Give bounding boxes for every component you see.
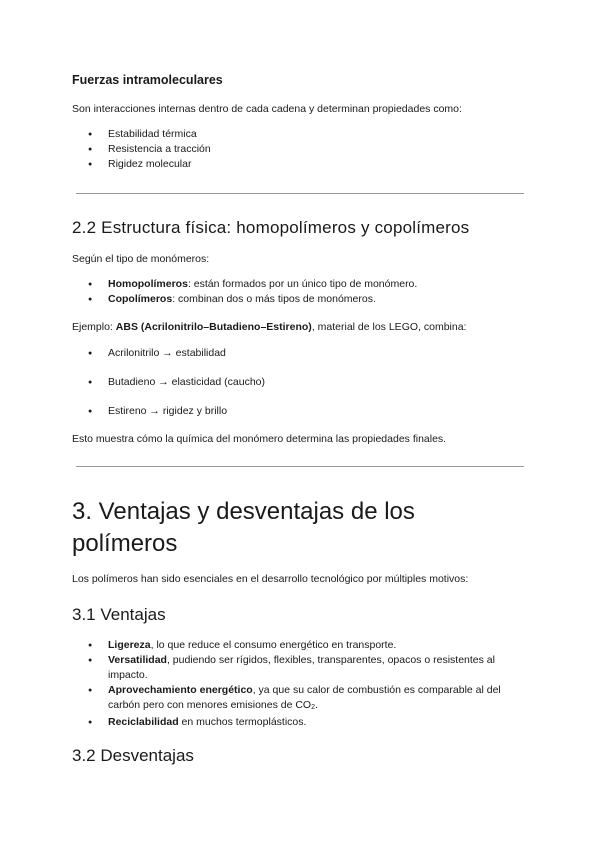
- abs-components-list: [72, 346, 528, 361]
- definition: : combinan dos o más tipos de monómeros.: [172, 293, 376, 305]
- section-3-2-heading: 3.2 Desventajas: [72, 746, 194, 765]
- term: Ligereza: [108, 639, 151, 651]
- intramolecular-intro: Son interacciones internas dentro de cada cadena y determinan propiedades como:: [72, 103, 462, 115]
- term: Reciclabilidad: [108, 716, 179, 728]
- example-suffix: , material de los LEGO, combina:: [311, 321, 467, 333]
- section-2-2-heading: 2.2 Estructura física: homopolímeros y copolímeros: [72, 218, 470, 237]
- term: Homopolímeros: [108, 278, 188, 290]
- list-item: ● Rigidez molecular: [72, 157, 528, 172]
- term: Copolímeros: [108, 293, 173, 305]
- list-item: [72, 292, 528, 307]
- list-item: [72, 715, 528, 730]
- definition: , lo que reduce el consumo energético en transporte.: [150, 639, 397, 651]
- definition: : están formados por un único tipo de monómero.: [187, 278, 418, 290]
- abs-example: [72, 320, 528, 334]
- list-item: ● Acrilonitrilo → estabilidad: [72, 346, 528, 361]
- term: Versatilidad: [108, 654, 167, 666]
- abs-components-list-2: [72, 375, 528, 390]
- list-item: ● Resistencia a tracción: [72, 142, 528, 157]
- section-2-2-conclusion: Esto muestra cómo la química del monómero determina las propiedades finales.: [72, 433, 447, 445]
- definition: en muchos termoplásticos.: [178, 716, 307, 728]
- abs-components-list-3: [72, 404, 528, 419]
- section-3-1-heading: 3.1 Ventajas: [72, 605, 166, 624]
- intramolecular-list: [72, 127, 528, 172]
- list-item: [72, 277, 528, 292]
- section-3-heading-line2: polímeros: [72, 530, 178, 557]
- term: Aprovechamiento energético: [108, 684, 253, 696]
- section-3-intro: Los polímeros han sido esenciales en el desarrollo tecnológico por múltiples motivos:: [72, 573, 469, 585]
- list-item: ● Estabilidad térmica: [72, 127, 528, 142]
- example-prefix: Ejemplo:: [72, 321, 116, 333]
- list-item: ● Butadieno → elasticidad (caucho): [72, 375, 528, 390]
- advantages-list: [72, 638, 528, 730]
- example-bold: ABS (Acrilonitrilo–Butadieno–Estireno): [115, 321, 312, 333]
- list-item: [72, 638, 528, 653]
- polymer-type-list: [72, 277, 528, 307]
- divider: [76, 193, 524, 194]
- divider: [76, 466, 524, 467]
- list-item: ● Estireno → rigidez y brillo: [72, 404, 528, 419]
- section-2-2-intro: Según el tipo de monómeros:: [72, 253, 210, 265]
- section-3-heading: [72, 496, 528, 560]
- list-item: [72, 653, 528, 683]
- definition: , pudiendo ser rígidos, flexibles, transparentes, opacos o resistentes al impacto.: [108, 654, 495, 681]
- section-3-heading-line1: 3. Ventajas y desventajas de los: [72, 498, 415, 525]
- definition: , ya que su calor de combustión es comparable al del carbón pero con menores emisiones de CO: [108, 684, 501, 711]
- definition-tail: .: [315, 699, 318, 711]
- subscript: 2: [311, 704, 316, 711]
- list-item: [72, 683, 528, 715]
- intramolecular-heading: Fuerzas intramoleculares: [72, 73, 223, 87]
